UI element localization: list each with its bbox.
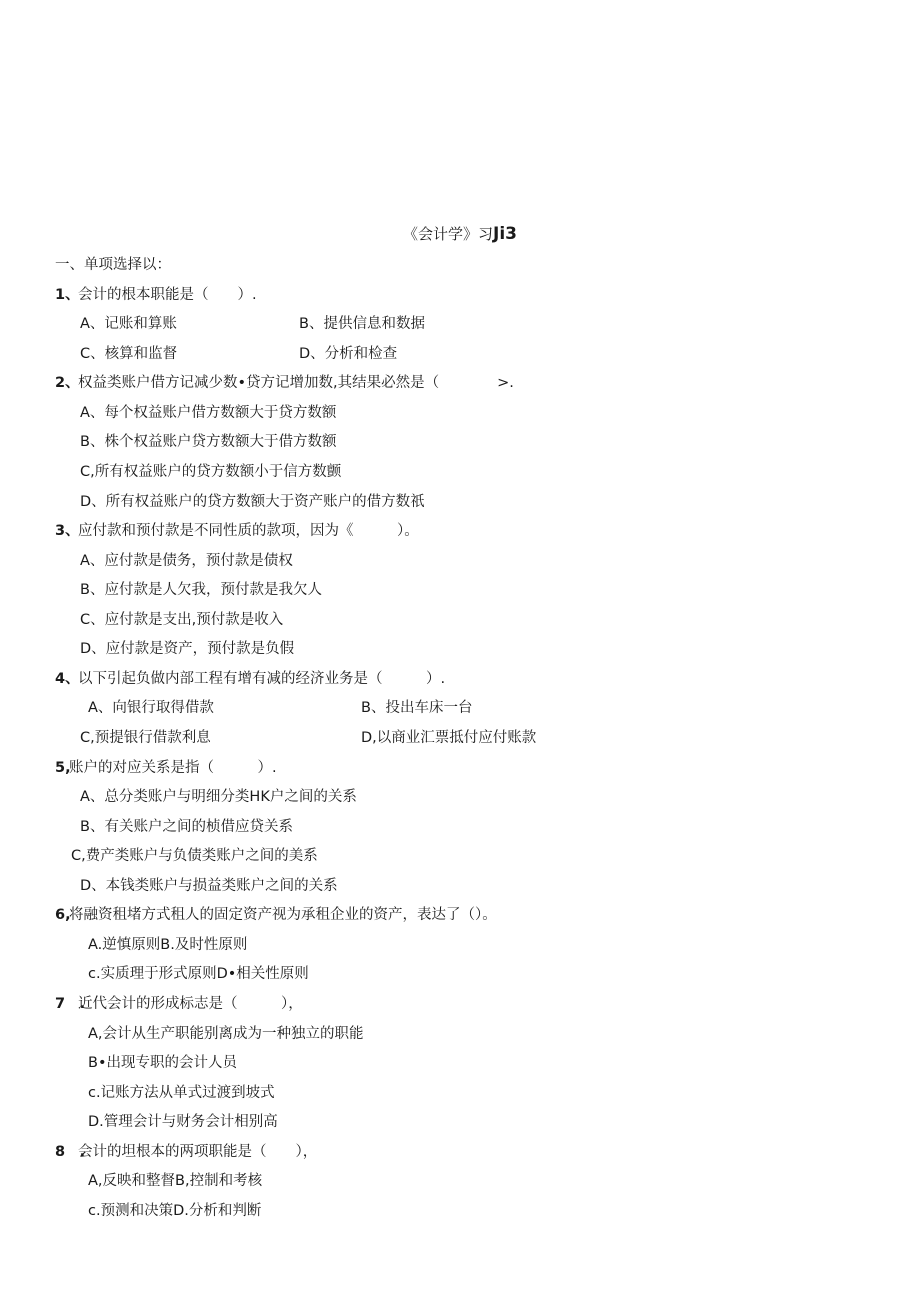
q6-text: 将融资租堵方式租人的固定资产视为承租企业的资产，表达了（）。 <box>69 907 497 923</box>
q7-option-a: A,会计从生产职能别离成为一种独立的职能 <box>88 1026 364 1042</box>
q5-option-c: C,费产类账户与负债类账户之间的美系 <box>71 848 318 864</box>
q1-option-d: D、分析和检查 <box>299 346 398 362</box>
q6-options-cd: c.实质理于形式原则D•相关性原则 <box>88 966 309 982</box>
q5-option-b: B、有关账户之间的桢借应贷关系 <box>80 819 293 835</box>
q1-text: 会计的根本职能是（ ）. <box>78 287 257 303</box>
q3-option-d: D、应付款是资产，预付款是负假 <box>80 641 295 657</box>
q7-number: 7 . <box>55 996 86 1012</box>
q5-number: 5, <box>55 760 71 776</box>
q4-text: 以下引起负做内部工程有增有减的经济业务是（ ）. <box>78 671 446 687</box>
q4-number: 4、 <box>55 671 80 687</box>
q8-text: 会计的坦根本的两项职能是（ ）， <box>78 1144 318 1160</box>
q2-option-b: B、株个权益账户贷方数额大于借方数额 <box>80 434 337 450</box>
q2-option-d: D、所有权益账户的贷方数额大于资产账户的借方数祇 <box>80 494 425 510</box>
q7-option-d: D.管理会计与财务会计相别高 <box>88 1114 278 1130</box>
q3-number: 3、 <box>55 523 80 539</box>
title-suffix: Ji3 <box>493 224 517 244</box>
q8-options-ab: A,反映和整督B,控制和考核 <box>88 1173 263 1189</box>
q1-number: 1、 <box>55 287 80 303</box>
q7-option-c: c.记账方法从单式过渡到坡式 <box>88 1085 275 1101</box>
q2-option-c: C,所有权益账户的贷方数额小于信方数颤 <box>80 464 342 480</box>
q5-option-d: D、本钱类账户与损益类账户之间的关系 <box>80 878 338 894</box>
section-heading: 一、单项选择以： <box>55 257 171 273</box>
title-main: 《会计学》习 <box>403 225 494 243</box>
q8-number: 8 . <box>55 1144 86 1160</box>
q7-text: 近代会计的形成标志是（ ）， <box>78 996 303 1012</box>
q5-text: 账户的对应关系是指（ ）. <box>69 760 277 776</box>
q4-option-b: B、投出车床一台 <box>361 700 473 716</box>
q3-text: 应付款和预付款是不同性质的款项，因为《 ）。 <box>78 523 419 539</box>
q4-option-d: D,以商业汇票抵付应付账款 <box>361 730 537 746</box>
q2-number: 2、 <box>55 375 80 391</box>
q1-option-c: C、核算和监督 <box>80 346 178 362</box>
q4-option-a: A、向银行取得借款 <box>88 700 214 716</box>
q6-options-ab: A.逆慎原则B.及时性原则 <box>88 937 248 953</box>
q1-option-a: A、记账和算账 <box>80 316 177 332</box>
q1-option-b: B、提供信息和数据 <box>299 316 425 332</box>
q3-option-a: A、应付款是债务，预付款是债权 <box>80 553 293 569</box>
q3-option-b: B、应付款是人欠我，预付款是我欠人 <box>80 582 322 598</box>
document-title <box>0 222 920 246</box>
q5-option-a: A、总分类账户与明细分类HK户之间的关系 <box>80 789 357 805</box>
q4-option-c: C,预提银行借款利息 <box>80 730 211 746</box>
q2-option-a: A、每个权益账户借方数额大于贷方数额 <box>80 405 337 421</box>
q7-option-b: B•出现专职的会计人员 <box>88 1055 237 1071</box>
q3-option-c: C、应付款是支出,预付款是收入 <box>80 612 284 628</box>
q2-text: 权益类账户借方记减少数•贷方记增加数,其结果必然是（ >. <box>78 375 514 391</box>
q8-options-cd: c.预测和决策D.分析和判断 <box>88 1203 262 1219</box>
q6-number: 6, <box>55 907 71 923</box>
